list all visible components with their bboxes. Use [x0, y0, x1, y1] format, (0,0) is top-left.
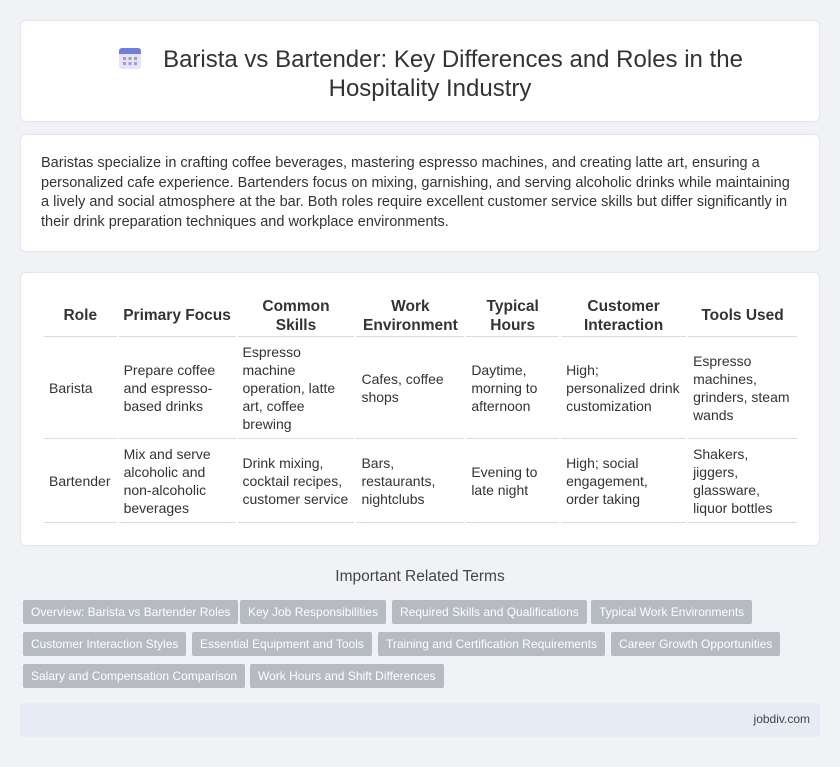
table-cell: Daytime, morning to afternoon	[466, 337, 559, 439]
column-header: Work Environment	[356, 295, 464, 337]
table-cell: Drink mixing, cocktail recipes, customer service	[238, 439, 355, 523]
column-header: Customer Interaction	[561, 295, 686, 337]
page-title	[61, 45, 799, 103]
table-cell: Bars, restaurants, nightclubs	[356, 439, 464, 523]
table-cell: Mix and serve alcoholic and non-alcoholic beverages	[119, 439, 236, 523]
related-term-tag[interactable]: Key Job Responsibilities	[240, 600, 386, 624]
related-term-tag[interactable]: Essential Equipment and Tools	[192, 632, 372, 656]
table-cell: Espresso machine operation, latte art, coffee brewing	[238, 337, 355, 439]
column-header: Primary Focus	[119, 295, 236, 337]
table-cell: Prepare coffee and espresso-based drinks	[119, 337, 236, 439]
table-cell: High; personalized drink customization	[561, 337, 686, 439]
column-header: Common Skills	[238, 295, 355, 337]
related-term-tag[interactable]: Work Hours and Shift Differences	[250, 664, 444, 688]
comparison-table	[42, 295, 799, 523]
related-term-tag[interactable]: Customer Interaction Styles	[23, 632, 186, 656]
footer-site-link[interactable]: jobdiv.com	[753, 712, 810, 726]
table-cell: Barista	[44, 337, 117, 439]
related-term-tag[interactable]: Typical Work Environments	[591, 600, 752, 624]
intro-card	[20, 134, 820, 252]
related-term-tag[interactable]: Required Skills and Qualifications	[392, 600, 587, 624]
table-cell: Evening to late night	[466, 439, 559, 523]
related-term-tag[interactable]: Career Growth Opportunities	[611, 632, 780, 656]
related-term-tag[interactable]: Training and Certification Requirements	[378, 632, 605, 656]
table-header-row	[44, 295, 797, 337]
table-cell: Shakers, jiggers, glassware, liquor bottles	[688, 439, 797, 523]
calendar-icon	[117, 45, 143, 71]
page-title-text: Barista vs Bartender: Key Differences and Roles in the Hospitality Industry	[163, 46, 743, 102]
comparison-table-card	[20, 272, 820, 546]
related-term-tag[interactable]: Salary and Compensation Comparison	[23, 664, 245, 688]
column-header: Typical Hours	[466, 295, 559, 337]
table-row	[44, 337, 797, 439]
footer	[20, 703, 820, 737]
table-cell: Bartender	[44, 439, 117, 523]
header-card	[20, 20, 820, 122]
table-cell: Cafes, coffee shops	[356, 337, 464, 439]
table-cell: Espresso machines, grinders, steam wands	[688, 337, 797, 439]
column-header: Tools Used	[688, 295, 797, 337]
related-term-tag[interactable]: Overview: Barista vs Bartender Roles	[23, 600, 238, 624]
column-header: Role	[44, 295, 117, 337]
table-row	[44, 439, 797, 523]
related-terms-title: Important Related Terms	[335, 568, 505, 585]
table-cell: High; social engagement, order taking	[561, 439, 686, 523]
intro-text: Baristas specialize in crafting coffee beverages, mastering espresso machines, and creating latte art, ensuring a personalized cafe experience. Bartenders focus on mixing, garnishing, and serving alcoholic drinks while maintaining a lively and social atmosphere at the bar. Both roles require excellent customer service skills but differ significantly in their drink preparation techniques and workplace environments.	[41, 155, 790, 230]
